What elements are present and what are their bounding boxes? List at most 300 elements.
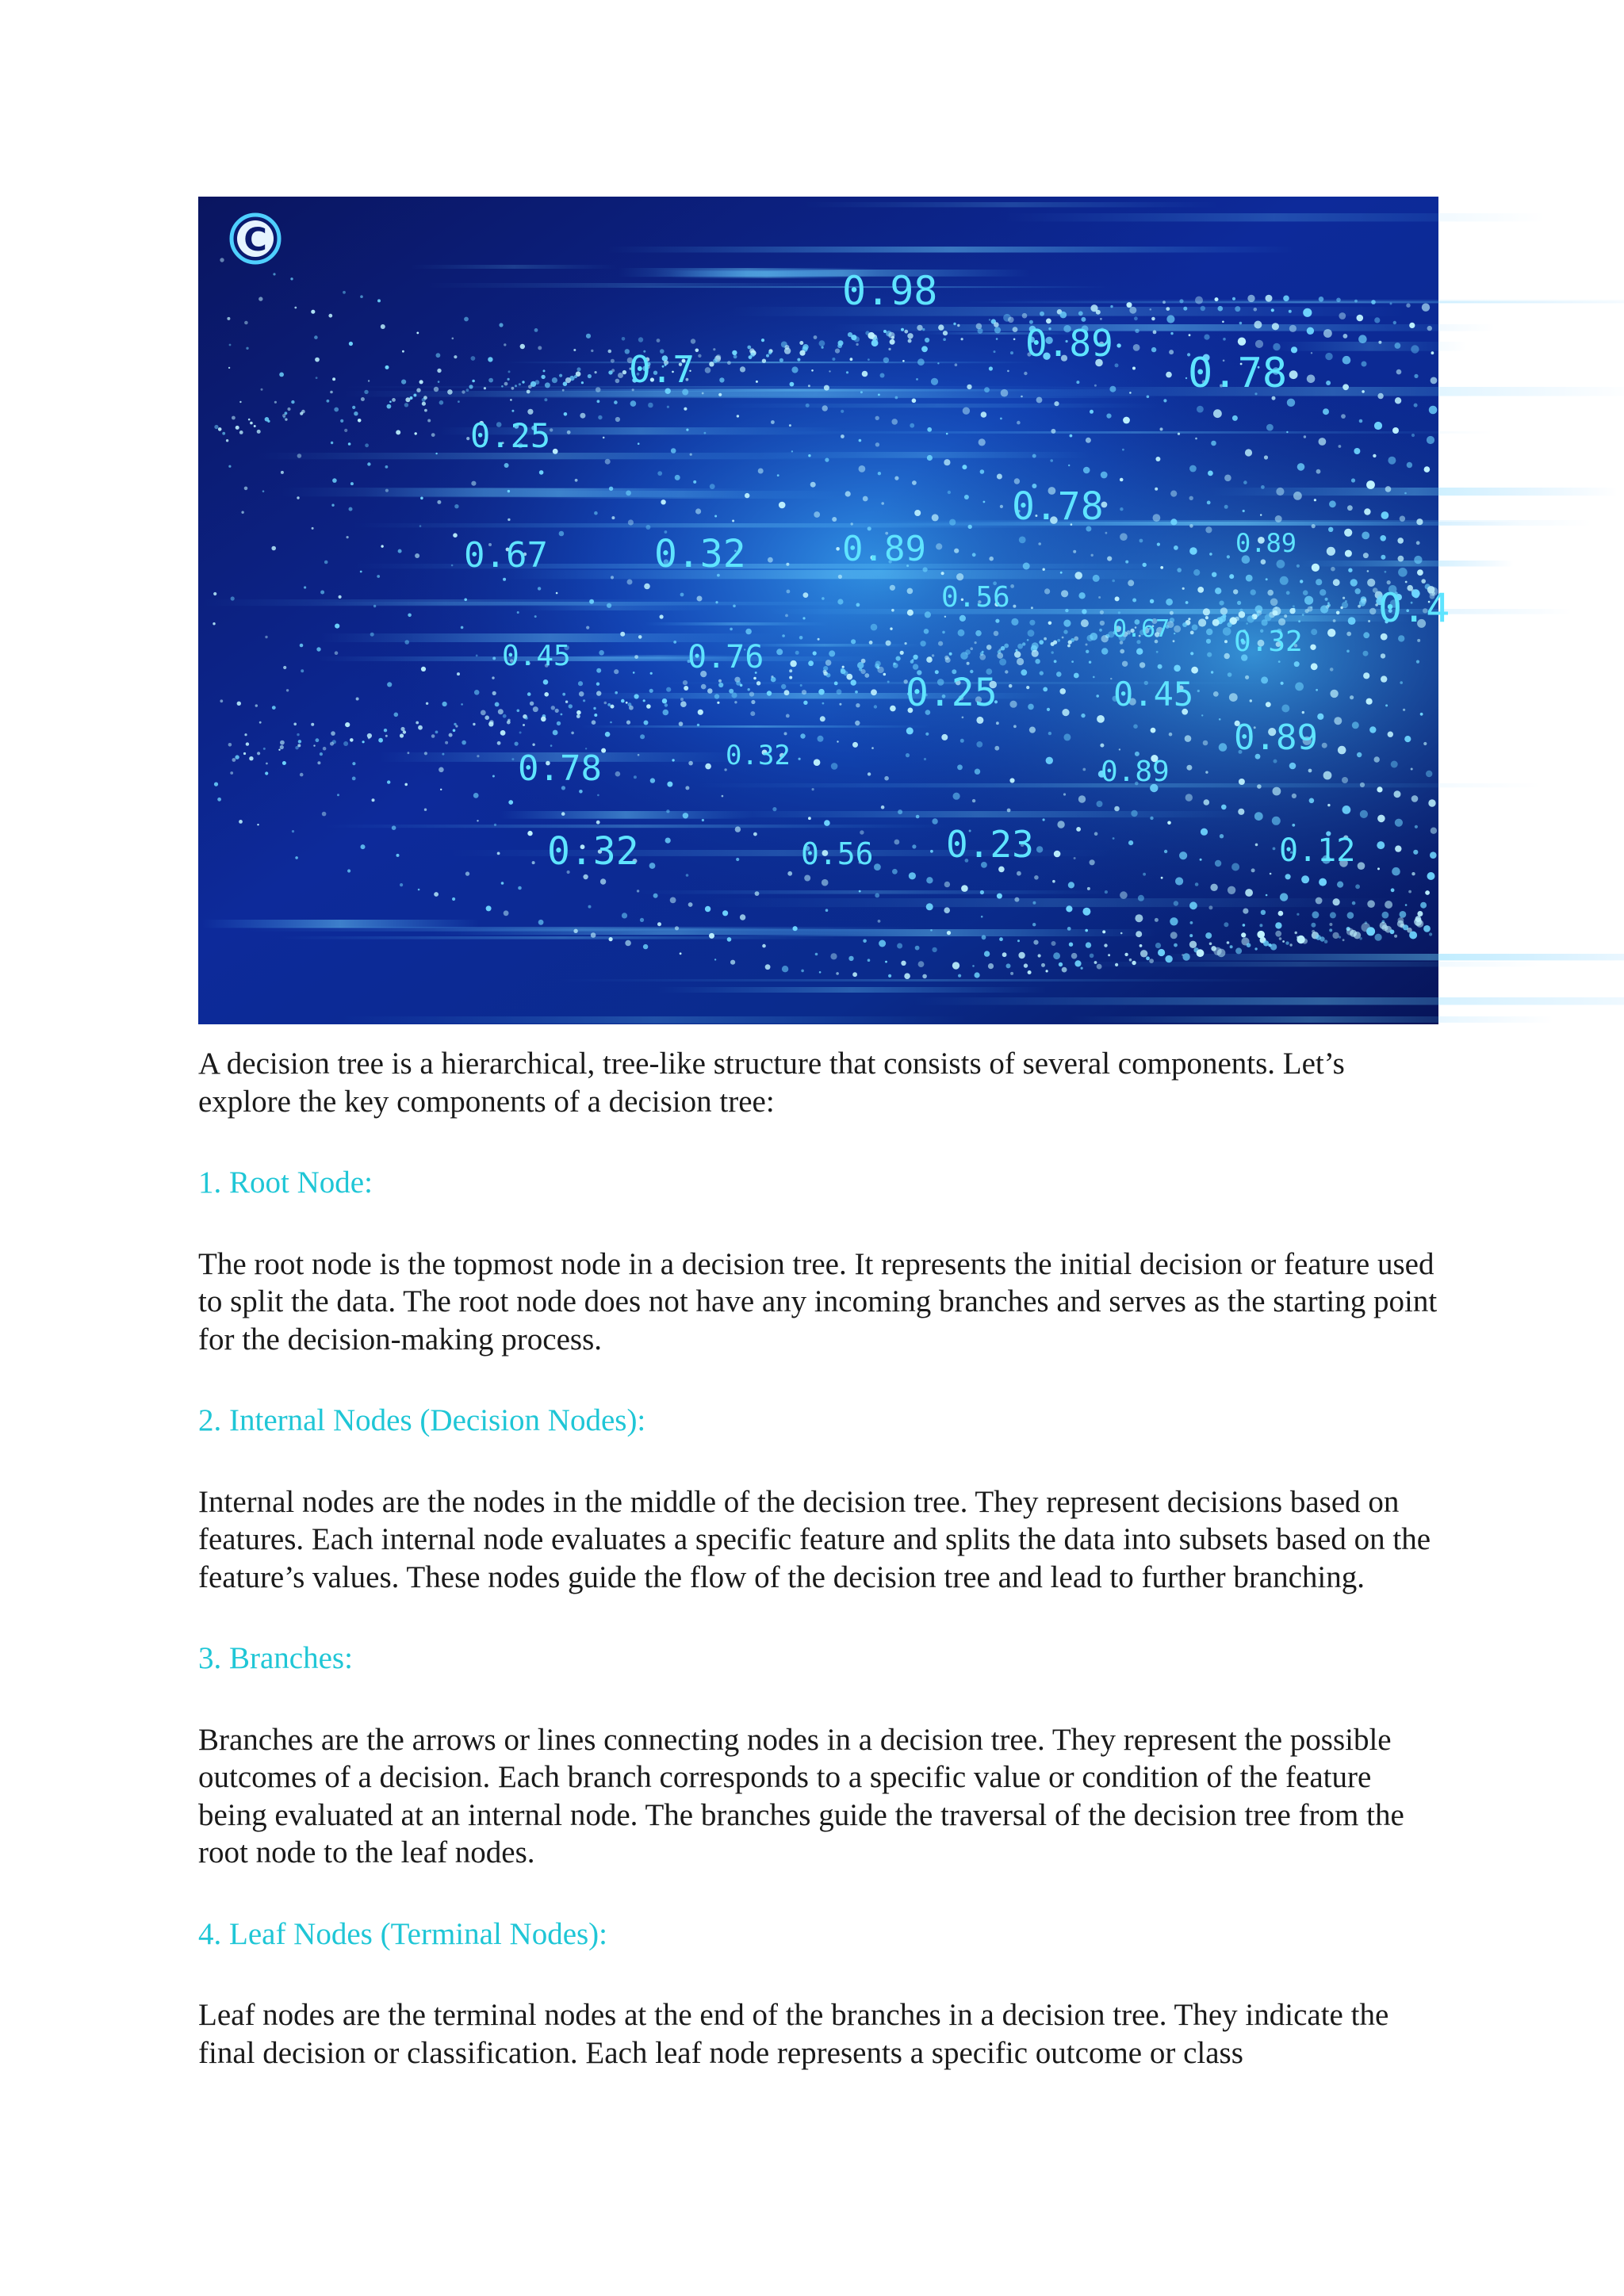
light-dot — [691, 339, 695, 343]
light-dot — [1266, 578, 1268, 580]
light-dot — [722, 795, 724, 798]
light-dot — [1377, 815, 1385, 823]
light-dot — [930, 929, 933, 932]
light-dot — [622, 370, 626, 374]
light-dot — [591, 350, 593, 352]
light-dot — [1032, 454, 1036, 458]
light-dot — [1323, 771, 1332, 780]
light-dot — [229, 344, 232, 346]
light-dot — [294, 307, 297, 309]
light-dot — [1170, 332, 1173, 335]
light-dot — [601, 748, 606, 753]
light-dot — [1309, 798, 1315, 804]
light-dot — [1201, 828, 1208, 836]
light-dot — [756, 681, 760, 685]
light-dot — [924, 629, 929, 634]
light-dot — [1129, 392, 1132, 394]
light-dot — [1100, 744, 1104, 748]
light-dot — [345, 722, 350, 727]
light-dot — [1337, 882, 1343, 888]
light-dot — [845, 491, 851, 496]
light-dot — [1317, 714, 1323, 720]
light-dot — [680, 701, 687, 707]
light-streak — [202, 599, 688, 606]
light-dot — [1339, 312, 1346, 320]
light-dot — [1174, 943, 1178, 947]
light-dot — [894, 840, 900, 845]
light-dot — [457, 672, 460, 675]
light-dot — [400, 883, 403, 886]
light-dot — [825, 909, 829, 912]
light-dot — [596, 387, 601, 392]
light-dot — [415, 432, 417, 434]
light-dot — [1034, 875, 1039, 880]
light-dot — [1071, 660, 1074, 663]
light-dot — [226, 439, 228, 442]
light-dot — [1411, 768, 1413, 771]
light-dot — [1008, 317, 1014, 323]
light-dot — [981, 411, 987, 418]
light-dot — [1339, 445, 1342, 448]
light-dot — [1359, 419, 1363, 423]
light-dot — [1281, 682, 1284, 685]
light-dot — [727, 361, 731, 365]
light-dot — [900, 651, 904, 655]
light-dot — [877, 667, 883, 673]
light-dot — [1381, 675, 1387, 682]
light-dot — [910, 660, 914, 664]
light-dot — [917, 358, 925, 365]
light-dot — [634, 694, 639, 698]
light-dot — [462, 740, 466, 745]
light-dot — [1153, 331, 1157, 335]
light-dot — [452, 897, 455, 901]
light-dot — [815, 953, 818, 956]
light-dot — [1358, 335, 1367, 343]
light-dot — [244, 321, 248, 325]
light-streak — [410, 265, 618, 269]
light-dot — [392, 825, 396, 830]
light-dot — [515, 742, 519, 746]
light-dot — [1408, 890, 1411, 894]
light-dot — [640, 734, 645, 739]
light-dot — [1398, 556, 1404, 562]
light-dot — [855, 691, 858, 694]
light-dot — [837, 599, 843, 604]
light-dot — [1388, 732, 1393, 737]
light-dot — [997, 894, 1002, 899]
light-dot — [614, 400, 618, 404]
light-streak — [501, 570, 1187, 579]
light-dot — [1112, 580, 1115, 583]
light-dot — [644, 721, 649, 725]
light-dot — [808, 385, 810, 387]
light-dot — [1398, 635, 1404, 641]
light-dot — [1400, 911, 1407, 918]
light-dot — [963, 408, 970, 415]
light-dot — [643, 699, 645, 702]
light-dot — [445, 741, 448, 744]
light-dot — [385, 489, 389, 492]
light-dot — [1220, 607, 1228, 614]
light-dot — [661, 499, 665, 504]
light-dot — [1185, 794, 1193, 801]
light-dot — [734, 701, 737, 703]
light-dot — [981, 916, 983, 918]
light-dot — [781, 684, 786, 689]
light-dot — [730, 628, 733, 631]
light-dot — [515, 385, 517, 387]
hero-image — [198, 197, 1450, 1024]
light-dot — [670, 897, 676, 904]
light-dot — [500, 730, 506, 736]
light-dot — [580, 413, 585, 419]
light-dot — [1062, 709, 1069, 716]
light-dot — [358, 419, 362, 423]
light-dot — [997, 652, 1003, 659]
light-dot — [1193, 569, 1200, 576]
light-dot — [293, 723, 297, 726]
light-dot — [1250, 699, 1252, 702]
light-dot — [340, 419, 343, 423]
light-dot — [279, 373, 284, 377]
light-dot — [1209, 943, 1212, 946]
light-dot — [1266, 424, 1274, 431]
light-dot — [1427, 326, 1432, 331]
light-dot — [1266, 894, 1268, 897]
light-dot — [634, 655, 638, 659]
light-dot — [819, 340, 825, 346]
light-dot — [812, 788, 814, 790]
light-dot — [707, 688, 713, 694]
light-dot — [1295, 932, 1297, 934]
light-dot — [1205, 526, 1212, 533]
light-dot — [749, 355, 753, 359]
light-dot — [994, 350, 996, 353]
light-dot — [1006, 963, 1011, 968]
light-dot — [1363, 632, 1369, 638]
light-dot — [1367, 570, 1369, 572]
light-dot — [638, 337, 643, 342]
light-dot — [389, 401, 392, 404]
light-dot — [1224, 653, 1230, 659]
light-dot — [1431, 351, 1434, 354]
light-streak — [645, 622, 829, 626]
light-dot — [634, 775, 637, 779]
light-dot — [520, 344, 525, 349]
light-dot — [915, 946, 920, 951]
light-dot — [311, 310, 315, 314]
light-dot — [1165, 955, 1172, 962]
light-dot — [841, 410, 844, 413]
number-label: 0.32 — [654, 532, 746, 576]
light-dot — [799, 758, 801, 760]
light-dot — [1208, 471, 1213, 476]
light-dot — [1150, 817, 1153, 820]
light-dot — [1414, 556, 1422, 564]
light-dot — [1377, 786, 1382, 792]
light-dot — [424, 409, 427, 412]
light-dot — [1363, 651, 1369, 656]
light-dot — [626, 491, 631, 496]
light-dot — [1247, 943, 1251, 947]
light-dot — [1027, 639, 1029, 641]
light-dot — [819, 971, 822, 974]
light-dot — [1114, 806, 1120, 812]
light-dot — [1275, 515, 1282, 522]
light-dot — [907, 333, 913, 339]
light-dot — [539, 470, 544, 475]
light-dot — [996, 721, 999, 725]
light-dot — [705, 367, 711, 373]
light-dot — [474, 690, 480, 695]
light-dot — [989, 557, 994, 561]
light-dot — [976, 323, 982, 330]
light-dot — [878, 920, 881, 923]
light-dot — [241, 511, 243, 514]
light-dot — [1333, 619, 1336, 622]
light-dot — [680, 952, 682, 955]
light-dot — [228, 465, 231, 468]
light-dot — [1178, 433, 1180, 435]
light-dot — [666, 809, 669, 813]
light-dot — [1297, 463, 1305, 471]
light-dot — [1197, 587, 1204, 593]
logo — [232, 215, 279, 262]
light-dot — [442, 753, 444, 756]
light-dot — [1155, 457, 1160, 461]
light-dot — [525, 717, 528, 720]
light-dot — [1405, 904, 1408, 906]
light-dot — [799, 636, 803, 640]
light-dot — [851, 639, 856, 644]
light-dot — [311, 723, 314, 726]
light-dot — [1400, 516, 1405, 522]
light-dot — [1051, 429, 1055, 434]
light-dot — [822, 346, 824, 349]
light-dot — [244, 733, 247, 736]
light-dot — [1302, 614, 1304, 616]
light-dot — [1333, 579, 1340, 586]
light-dot — [579, 790, 583, 794]
light-dot — [1396, 369, 1402, 375]
light-dot — [404, 403, 408, 407]
light-dot — [1017, 421, 1021, 425]
light-dot — [1179, 851, 1187, 859]
light-dot — [838, 575, 842, 579]
light-dot — [232, 416, 236, 420]
light-dot — [1132, 367, 1136, 370]
light-dot — [751, 700, 755, 704]
light-dot — [595, 371, 597, 373]
light-dot — [1032, 901, 1036, 905]
light-dot — [1351, 478, 1355, 482]
light-dot — [1043, 687, 1048, 692]
light-dot — [1105, 890, 1108, 894]
light-dot — [1127, 302, 1132, 308]
light-dot — [449, 733, 453, 737]
light-dot — [1204, 799, 1210, 806]
light-dot — [1292, 824, 1295, 827]
light-dot — [1203, 608, 1210, 615]
number-label: 0.7 — [629, 348, 695, 391]
light-dot — [1139, 539, 1143, 543]
light-dot — [1283, 296, 1289, 302]
light-dot — [975, 769, 980, 775]
light-dot — [835, 349, 840, 354]
light-dot — [912, 844, 916, 848]
light-dot — [527, 390, 530, 394]
light-dot — [1164, 850, 1167, 853]
light-dot — [559, 531, 565, 537]
light-streak — [425, 283, 872, 288]
light-dot — [851, 679, 856, 685]
light-dot — [942, 631, 945, 634]
light-dot — [1100, 318, 1102, 320]
light-dot — [576, 714, 580, 718]
light-dot — [999, 937, 1003, 941]
light-dot — [1096, 310, 1101, 315]
light-dot — [328, 314, 332, 318]
light-dot — [967, 385, 971, 389]
light-dot — [701, 684, 707, 690]
light-dot — [322, 812, 327, 817]
light-dot — [1366, 927, 1375, 936]
light-dot — [941, 572, 944, 575]
light-dot — [887, 681, 890, 683]
light-dot — [740, 684, 743, 687]
light-dot — [753, 832, 757, 836]
light-dot — [453, 729, 456, 733]
light-dot — [1022, 313, 1028, 319]
light-streak — [324, 825, 949, 828]
light-dot — [1174, 633, 1175, 634]
light-dot — [1307, 375, 1316, 384]
light-dot — [541, 375, 545, 379]
light-dot — [1391, 888, 1395, 892]
light-dot — [932, 947, 936, 952]
light-dot — [852, 742, 858, 748]
light-dot — [1017, 939, 1020, 942]
light-dot — [324, 561, 328, 564]
light-streak — [581, 725, 931, 728]
light-dot — [508, 378, 510, 381]
light-dot — [300, 412, 303, 415]
light-dot — [1177, 568, 1182, 572]
light-dot — [1378, 341, 1381, 344]
light-dot — [1413, 850, 1418, 855]
light-dot — [561, 812, 565, 816]
article-body — [198, 1045, 1438, 2072]
light-dot — [1128, 840, 1133, 845]
light-dot — [1057, 821, 1064, 828]
light-dot — [1119, 748, 1120, 750]
light-dot — [304, 586, 306, 588]
light-dot — [1108, 954, 1110, 956]
light-dot — [860, 830, 864, 834]
light-dot — [440, 789, 442, 790]
light-dot — [622, 337, 626, 341]
light-dot — [1368, 620, 1370, 622]
light-dot — [1232, 415, 1238, 421]
light-dot — [814, 335, 818, 339]
light-dot — [628, 519, 634, 525]
light-dot — [503, 714, 507, 718]
light-dot — [730, 960, 735, 965]
light-dot — [416, 388, 420, 392]
light-dot — [285, 418, 287, 420]
light-dot — [283, 666, 286, 669]
light-dot — [1228, 672, 1232, 677]
light-dot — [239, 430, 243, 434]
light-dot — [597, 400, 600, 403]
light-streak — [1194, 615, 1409, 622]
light-dot — [1155, 943, 1161, 948]
light-dot — [576, 710, 581, 715]
light-dot — [519, 732, 522, 734]
light-dot — [1090, 859, 1095, 865]
light-dot — [856, 703, 860, 707]
light-dot — [1146, 956, 1150, 960]
light-dot — [1207, 501, 1211, 505]
light-dot — [836, 547, 840, 551]
light-dot — [492, 676, 494, 679]
light-dot — [737, 415, 739, 417]
light-dot — [861, 669, 866, 674]
light-dot — [534, 615, 537, 618]
light-dot — [777, 474, 779, 476]
light-dot — [579, 691, 584, 697]
light-dot — [213, 622, 215, 625]
light-dot — [975, 641, 977, 644]
light-dot — [485, 715, 489, 720]
light-dot — [451, 564, 454, 567]
light-dot — [1286, 591, 1290, 595]
light-dot — [820, 716, 825, 721]
light-dot — [593, 707, 596, 710]
light-dot — [517, 710, 520, 713]
light-dot — [657, 339, 661, 342]
light-dot — [1289, 943, 1292, 946]
light-dot — [404, 783, 408, 786]
light-dot — [771, 420, 775, 424]
light-dot — [1156, 651, 1159, 653]
light-dot — [818, 689, 825, 695]
section-heading-internal-nodes: 2. Internal Nodes (Decision Nodes): — [198, 1403, 646, 1437]
light-dot — [842, 666, 845, 668]
light-dot — [530, 702, 534, 706]
light-dot — [683, 680, 688, 685]
light-dot — [290, 277, 293, 280]
light-dot — [1066, 905, 1072, 912]
light-dot — [1189, 547, 1197, 555]
light-dot — [790, 382, 795, 387]
light-dot — [649, 863, 656, 869]
light-dot — [1182, 953, 1189, 960]
light-dot — [1093, 676, 1095, 679]
light-dot — [1238, 338, 1246, 346]
light-dot — [1247, 295, 1254, 302]
light-dot — [1420, 713, 1423, 716]
light-dot — [265, 771, 268, 775]
light-dot — [603, 437, 605, 439]
light-dot — [1024, 372, 1027, 375]
light-dot — [1261, 676, 1268, 683]
light-dot — [431, 433, 435, 437]
light-dot — [1330, 668, 1334, 672]
light-dot — [614, 669, 619, 674]
number-label: 0.4 — [1378, 585, 1450, 631]
